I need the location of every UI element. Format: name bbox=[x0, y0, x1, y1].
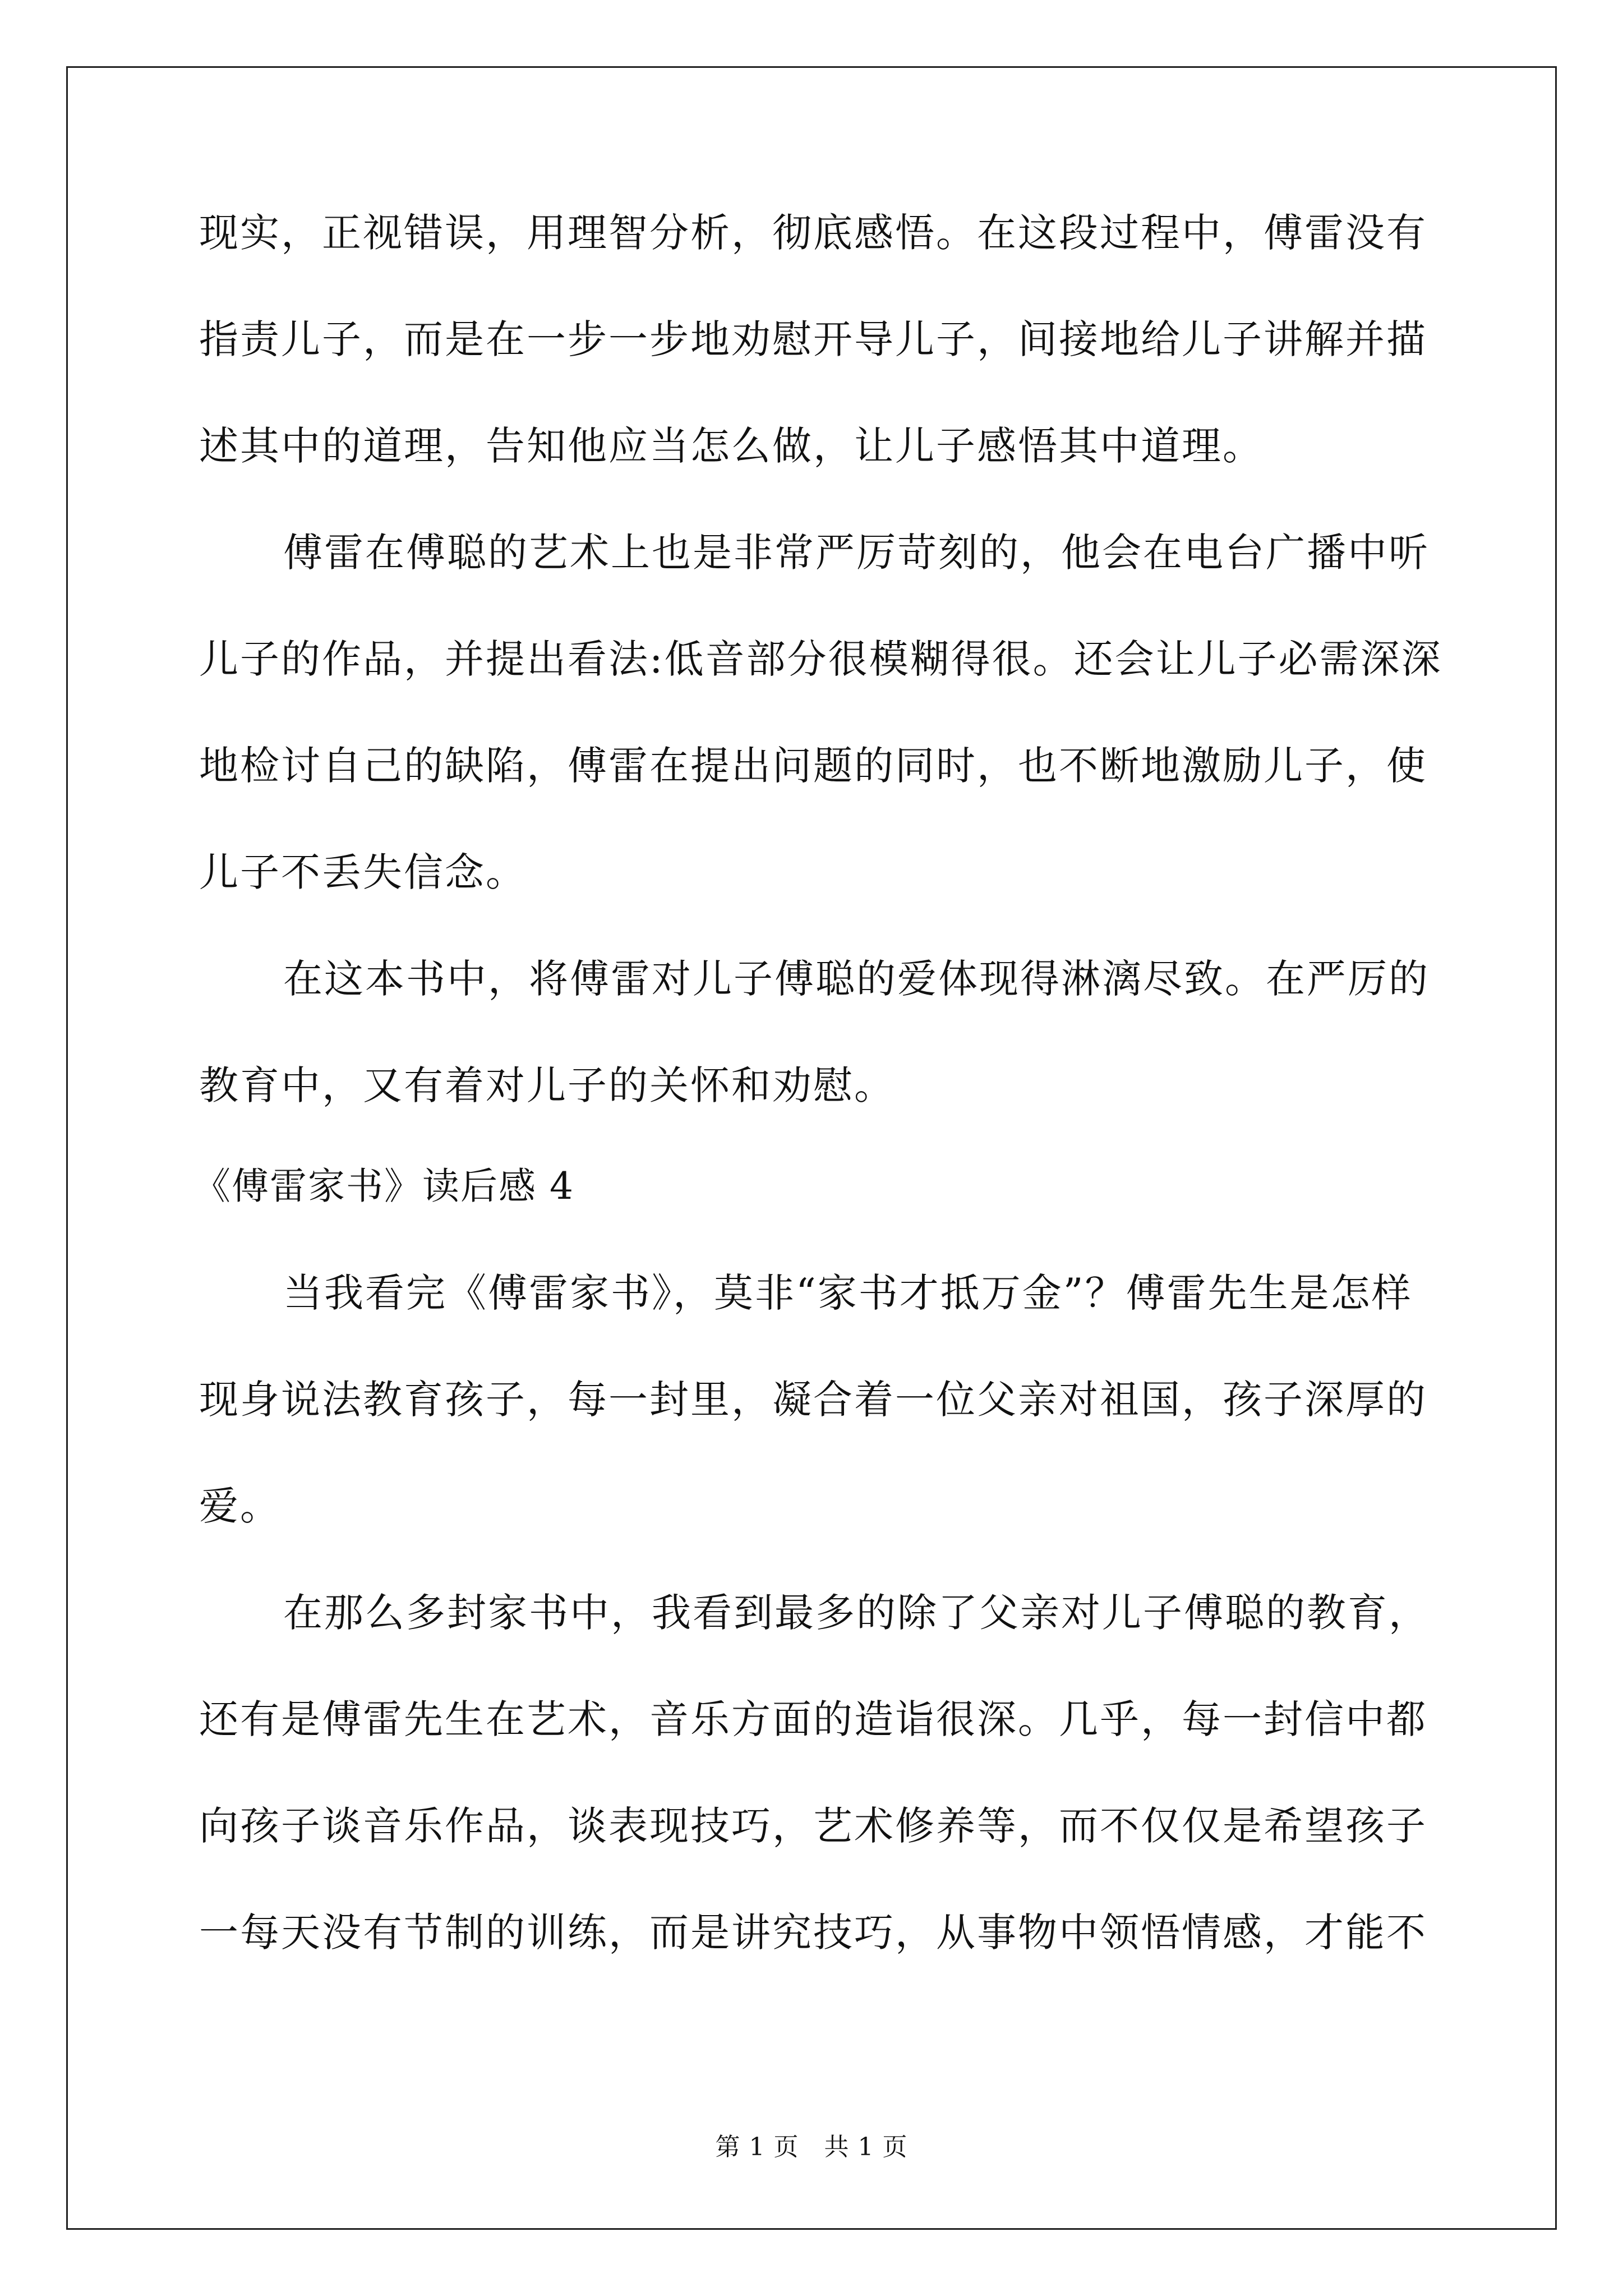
text-line: 述其中的道理，告知他应当怎么做，让儿子感悟其中道理。 bbox=[199, 423, 1264, 469]
paragraph-start-line: 当我看完《傅雷家书》，莫非“家书才抵万金”？傅雷先生是怎样 bbox=[283, 1270, 1413, 1316]
text-line: 现实，正视错误，用理智分析，彻底感悟。在这段过程中，傅雷没有 bbox=[199, 210, 1427, 256]
paragraph-start-line: 傅雷在傅聪的艺术上也是非常严厉苛刻的，他会在电台广播中听 bbox=[283, 530, 1430, 576]
page-border bbox=[66, 66, 1557, 2230]
text-line: 爱。 bbox=[199, 1483, 281, 1529]
paragraph-start-line: 在那么多封家书中，我看到最多的除了父亲对儿子傅聪的教育， bbox=[283, 1590, 1430, 1636]
text-line: 指责儿子，而是在一步一步地劝慰开导儿子，间接地给儿子讲解并描 bbox=[199, 316, 1427, 362]
text-line: 现身说法教育孩子，每一封里，凝合着一位父亲对祖国，孩子深厚的 bbox=[199, 1377, 1427, 1423]
paragraph-start-line: 在这本书中，将傅雷对儿子傅聪的爱体现得淋漓尽致。在严厉的 bbox=[283, 956, 1430, 1002]
text-line: 儿子的作品，并提出看法:低音部分很模糊得很。还会让儿子必需深深 bbox=[199, 636, 1442, 682]
text-line: 地检讨自己的缺陷，傅雷在提出问题的同时，也不断地激励儿子，使 bbox=[199, 743, 1427, 789]
text-line: 向孩子谈音乐作品，谈表现技巧，艺术修养等，而不仅仅是希望孩子 bbox=[199, 1803, 1427, 1849]
page-footer: 第 1 页 共 1 页 bbox=[715, 2133, 908, 2161]
section-heading: 《傅雷家书》读后感 4 bbox=[193, 1165, 574, 1208]
text-line: 还有是傅雷先生在艺术，音乐方面的造诣很深。几乎，每一封信中都 bbox=[199, 1696, 1427, 1742]
text-line: 一每天没有节制的训练，而是讲究技巧，从事物中领悟情感，才能不 bbox=[199, 1910, 1427, 1955]
text-line: 儿子不丢失信念。 bbox=[199, 849, 527, 895]
text-line: 教育中，又有着对儿子的关怀和劝慰。 bbox=[199, 1062, 895, 1108]
